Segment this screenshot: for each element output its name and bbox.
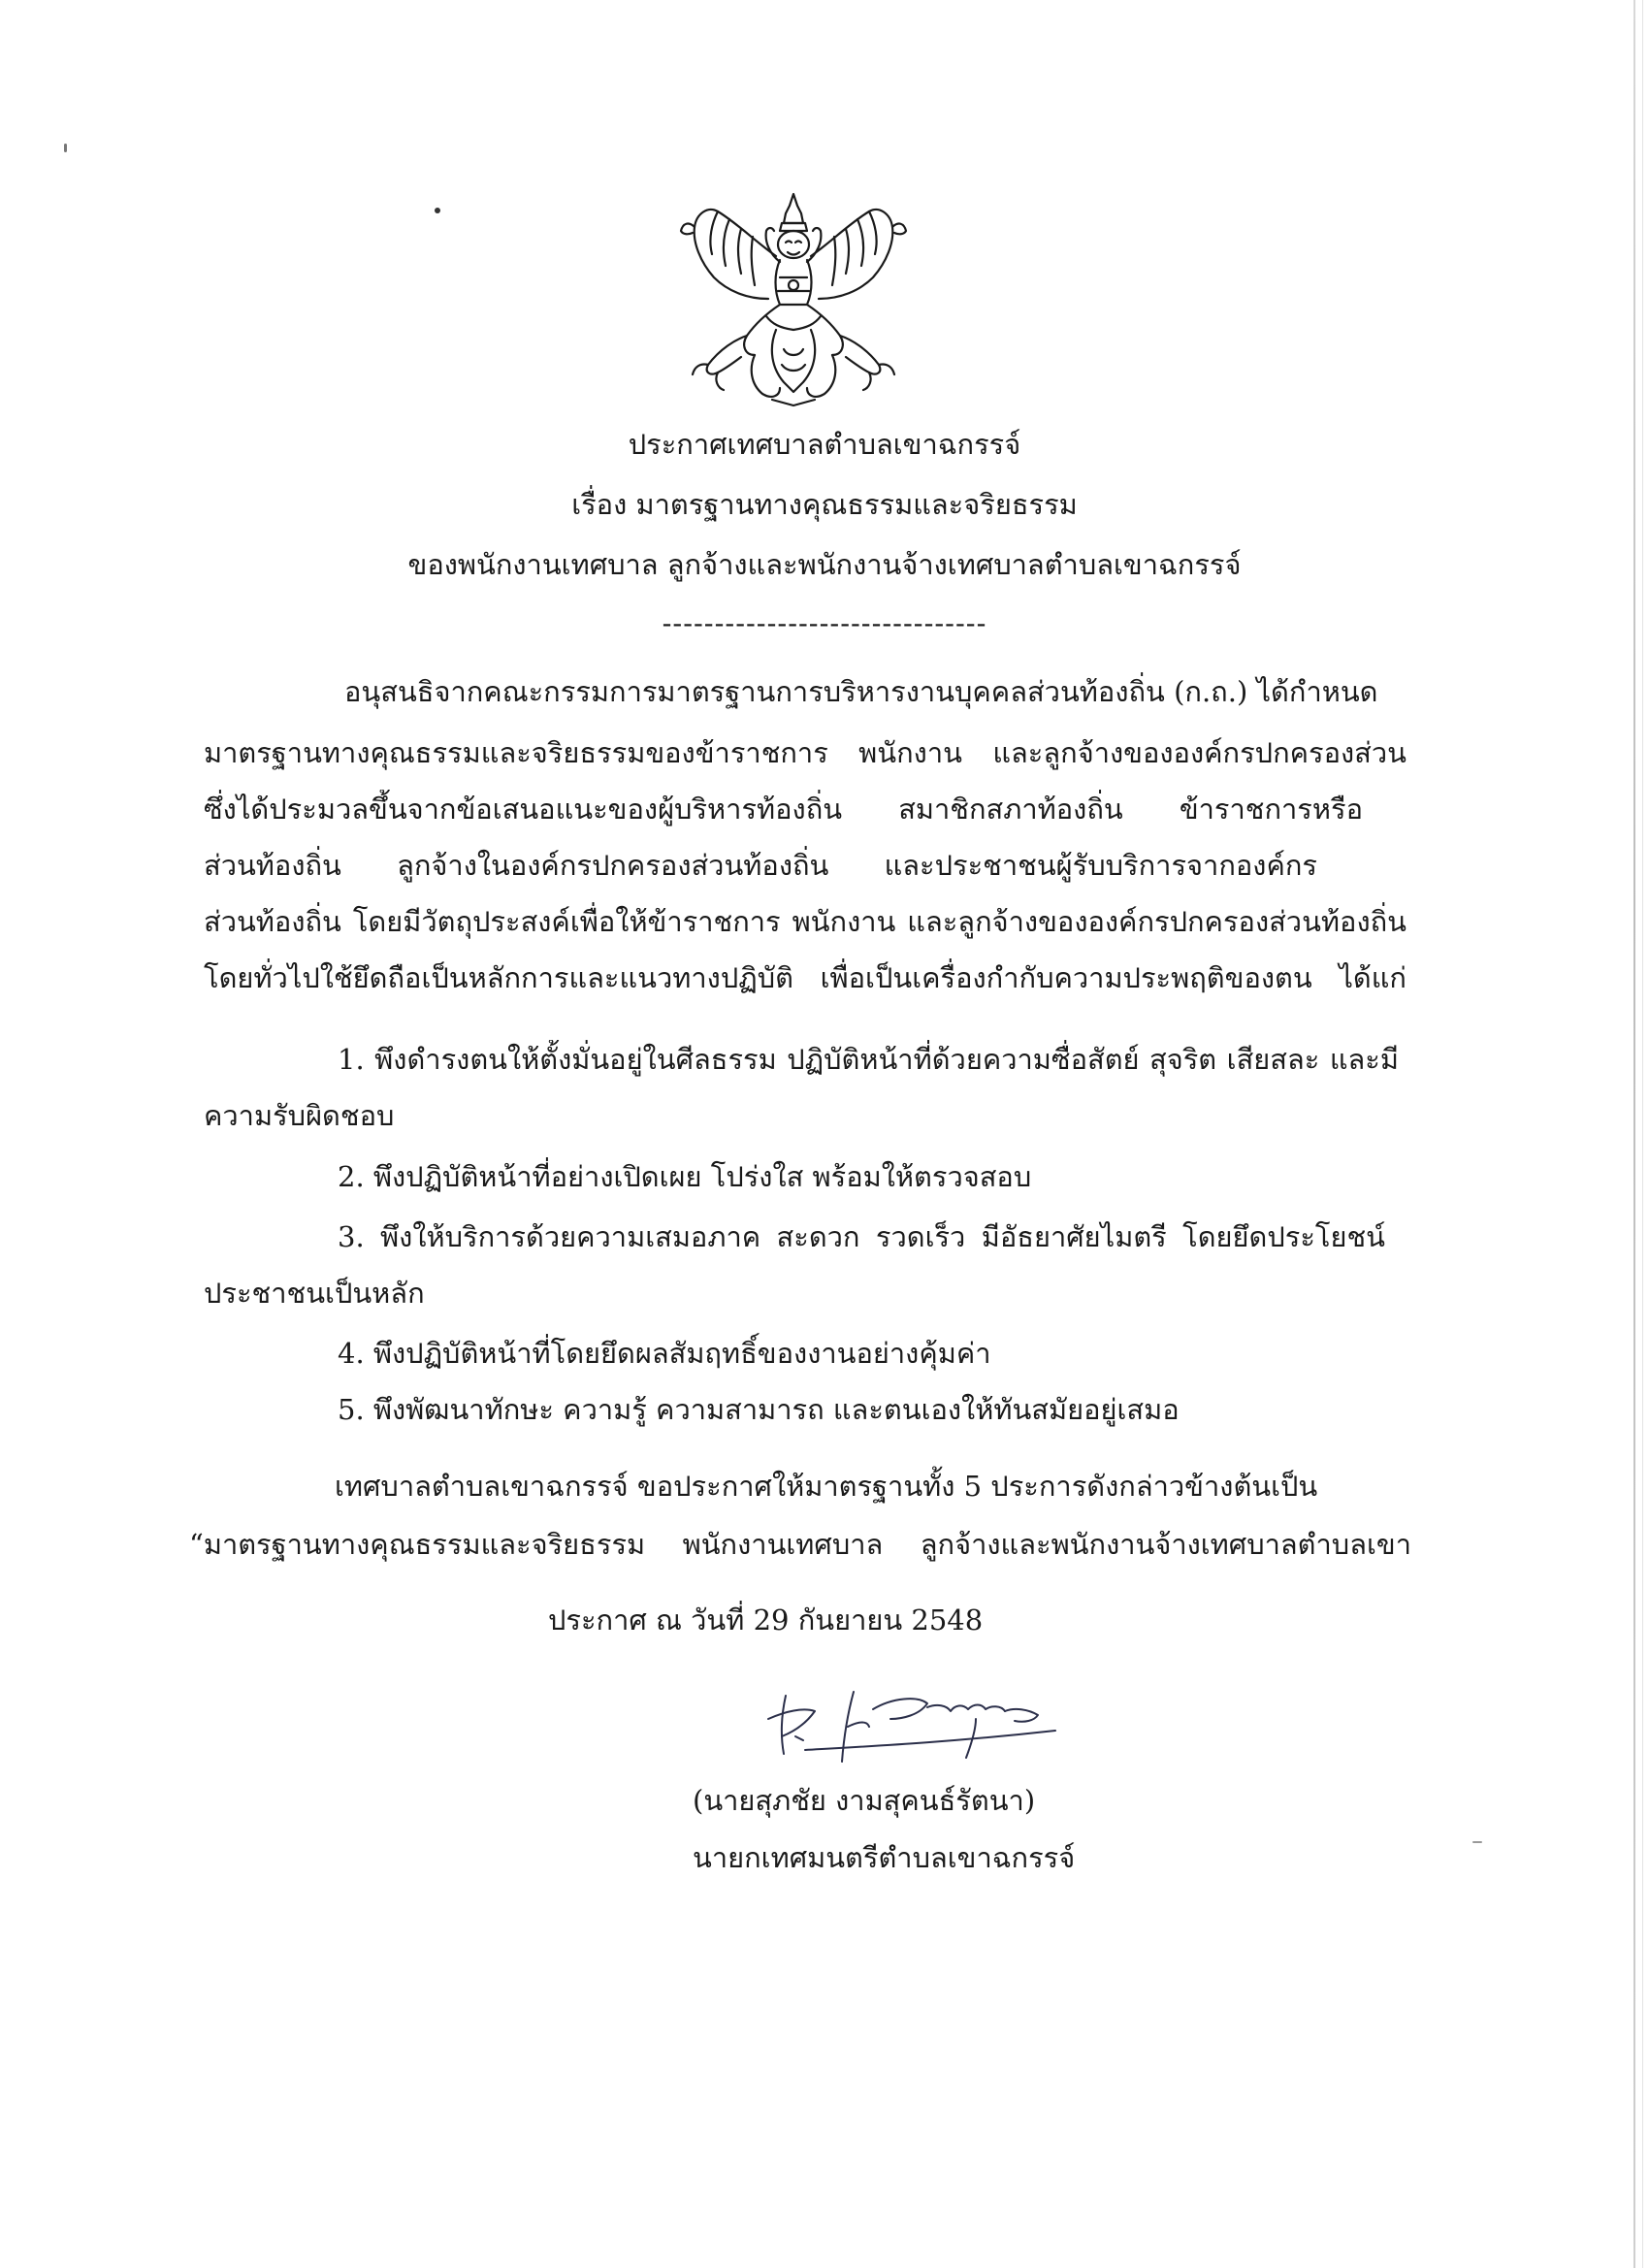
intro-line-2: มาตรฐานทางคุณธรรมและจริยธรรมของข้าราชการ พนักงาน และลูกจ้างขององค์กรปกครองส่วน	[204, 736, 1406, 769]
intro-line-1: อนุสนธิจากคณะกรรมการมาตรฐานการบริหารงานบุคคลส่วนท้องถิ่น (ก.ถ.) ได้กำหนด	[344, 675, 1378, 708]
announcement-title: ประกาศเทศบาลตำบลเขาฉกรรจ์	[628, 428, 1021, 461]
announcement-subject: เรื่อง มาตรฐานทางคุณธรรมและจริยธรรม	[571, 488, 1078, 521]
standard-item-1: 1. พึงดำรงตนให้ตั้งมั่นอยู่ในศีลธรรม ปฏิบัติหน้าที่ด้วยความซื่อสัตย์ สุจริต เสียสละ และมี	[338, 1043, 1399, 1076]
scan-speck	[435, 208, 440, 213]
closing-line-2: “มาตรฐานทางคุณธรรมและจริยธรรม พนักงานเทศบาล ลูกจ้างและพนักงานจ้างเทศบาลตำบลเขา	[189, 1528, 1411, 1561]
intro-line-4: ส่วนท้องถิ่น ลูกจ้างในองค์กรปกครองส่วนท้องถิ่น และประชาชนผู้รับบริการจากองค์กร	[204, 849, 1317, 882]
signature-image	[747, 1669, 1106, 1775]
signer-title: นายกเทศมนตรีตำบลเขาฉกรรจ์	[693, 1841, 1076, 1874]
scan-speck	[64, 144, 67, 152]
signer-name: (นายสุภชัย งามสุคนธ์รัตนา)	[693, 1784, 1036, 1817]
garuda-emblem-icon	[679, 184, 908, 409]
standard-item-4: 4. พึงปฏิบัติหน้าที่โดยยึดผลสัมฤทธิ์ของงานอย่างคุ้มค่า	[338, 1337, 991, 1370]
standard-item-3-continued: ประชาชนเป็นหลัก	[204, 1277, 425, 1310]
closing-line-1: เทศบาลตำบลเขาฉกรรจ์ ขอประกาศให้มาตรฐานทั้ง 5 ประการดังกล่าวข้างต้นเป็น	[335, 1470, 1318, 1503]
standard-item-2: 2. พึงปฏิบัติหน้าที่อย่างเปิดเผย โปร่งใส พร้อมให้ตรวจสอบ	[338, 1160, 1032, 1193]
intro-line-6: โดยทั่วไปใช้ยึดถือเป็นหลักการและแนวทางปฏิบัติ เพื่อเป็นเครื่องกำกับความประพฤติของตน ได้แก่	[204, 961, 1406, 994]
scan-edge	[1633, 0, 1635, 2268]
intro-line-5: ส่วนท้องถิ่น โดยมีวัตถุประสงค์เพื่อให้ข้าราชการ พนักงาน และลูกจ้างขององค์กรปกครองส่วนท้องถิ่น	[204, 905, 1406, 938]
standard-item-5: 5. พึงพัฒนาทักษะ ความรู้ ความสามารถ และตนเองให้ทันสมัยอยู่เสมอ	[338, 1393, 1180, 1426]
scan-edge-secondary	[1642, 0, 1643, 2268]
standard-item-1-continued: ความรับผิดชอบ	[204, 1099, 395, 1132]
announcement-subject-continued: ของพนักงานเทศบาล ลูกจ้างและพนักงานจ้างเทศบาลตำบลเขาฉกรรจ์	[407, 548, 1242, 581]
header-separator: -------------------------------	[662, 606, 987, 639]
intro-line-3: ซึ่งได้ประมวลขึ้นจากข้อเสนอแนะของผู้บริหารท้องถิ่น สมาชิกสภาท้องถิ่น ข้าราชการหรือ	[204, 793, 1363, 826]
announcement-date: ประกาศ ณ วันที่ 29 กันยายน 2548	[548, 1604, 984, 1636]
scan-speck	[1472, 1841, 1482, 1843]
standard-item-3: 3. พึงให้บริการด้วยความเสมอภาค สะดวก รวดเร็ว มีอัธยาศัยไมตรี โดยยึดประโยชน์	[338, 1220, 1385, 1253]
